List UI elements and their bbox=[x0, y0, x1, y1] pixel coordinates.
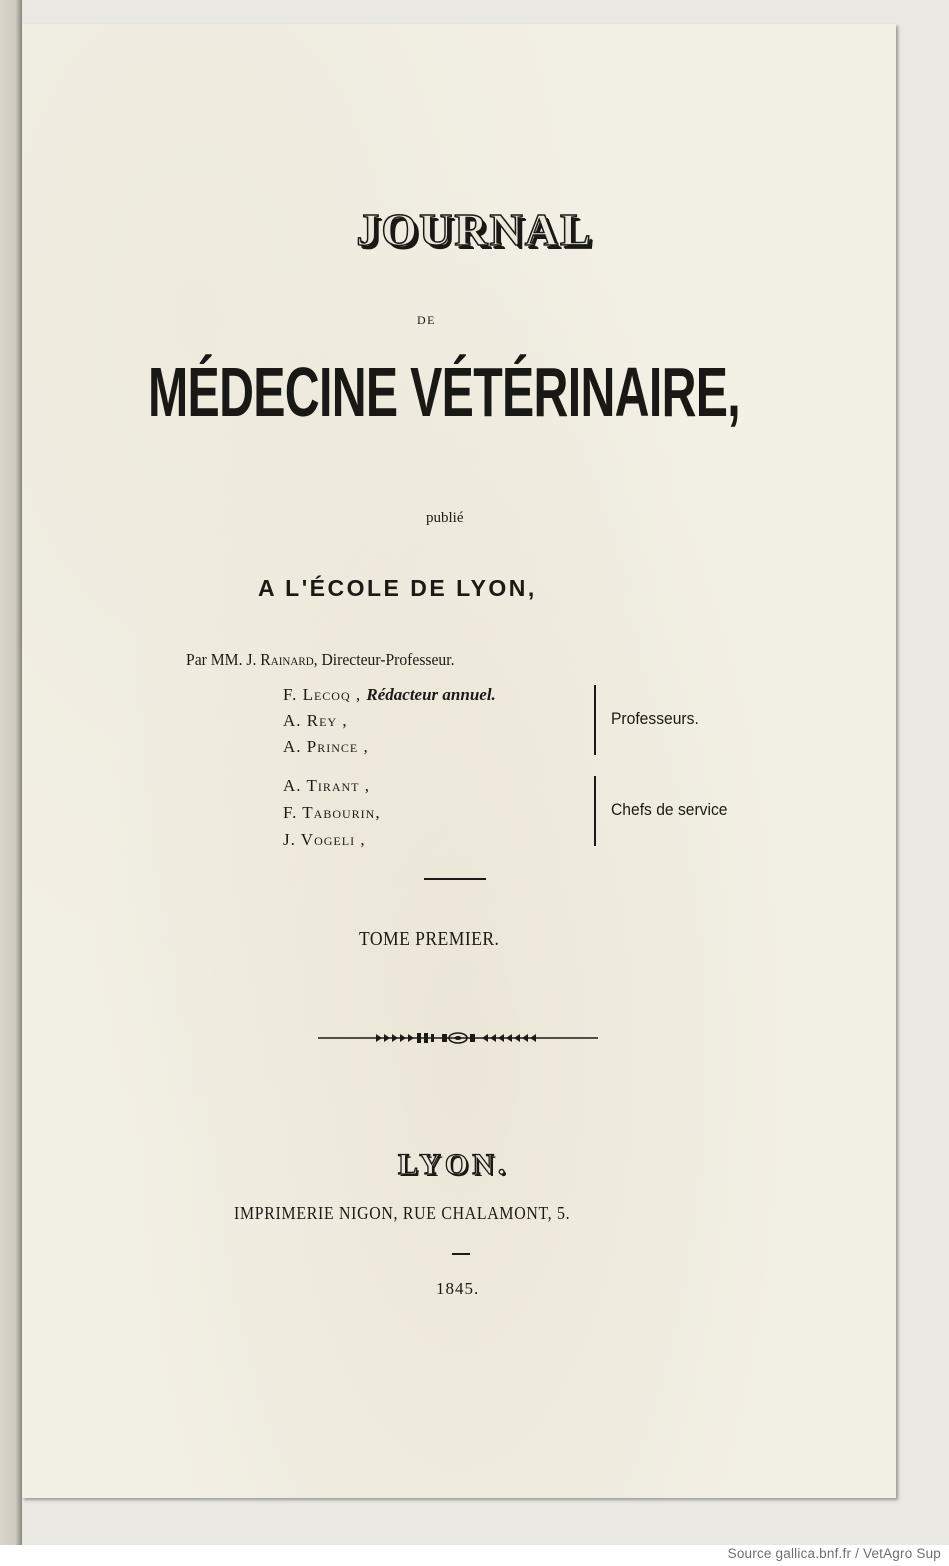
professors-label: Professeurs. bbox=[611, 709, 699, 728]
ornament-divider bbox=[318, 1030, 598, 1046]
school-line: A L'ÉCOLE DE LYON, bbox=[258, 575, 537, 601]
journal-heading: JOURNAL bbox=[356, 204, 593, 255]
director-line bbox=[186, 650, 455, 670]
director-name: Rainard bbox=[260, 650, 314, 669]
de-word: DE bbox=[417, 313, 436, 327]
chiefs-label: Chefs de service bbox=[611, 800, 728, 819]
chief-name-1: A. Tirant , bbox=[283, 776, 371, 795]
chiefs-brace bbox=[594, 776, 596, 846]
professor-name-1 bbox=[283, 685, 496, 705]
main-title: MÉDECINE VÉTÉRINAIRE, bbox=[148, 353, 741, 431]
printer-line: IMPRIMERIE NIGON, RUE CHALAMONT, 5. bbox=[234, 1203, 571, 1223]
professor-name: F. Lecoq , bbox=[283, 685, 362, 704]
professor-role: Rédacteur annuel. bbox=[366, 685, 496, 704]
par-prefix: Par MM. J. bbox=[186, 650, 261, 669]
publie-word: publié bbox=[426, 510, 464, 526]
professor-name-2: A. Rey , bbox=[283, 711, 348, 730]
publication-year: 1845. bbox=[436, 1279, 480, 1298]
director-role: , Directeur-Professeur. bbox=[313, 650, 455, 669]
source-credit: Source gallica.bnf.fr / VetAgro Sup bbox=[727, 1546, 941, 1561]
chief-name-2: F. Tabourin, bbox=[283, 803, 381, 822]
professor-name-3: A. Prince , bbox=[283, 737, 369, 756]
short-rule bbox=[452, 1253, 470, 1255]
professors-brace bbox=[594, 685, 596, 755]
tome-line: TOME PREMIER. bbox=[359, 928, 500, 950]
chief-name-3: J. Vogeli , bbox=[283, 830, 366, 849]
city-heading: LYON. bbox=[398, 1148, 510, 1181]
divider-rule bbox=[424, 878, 486, 880]
